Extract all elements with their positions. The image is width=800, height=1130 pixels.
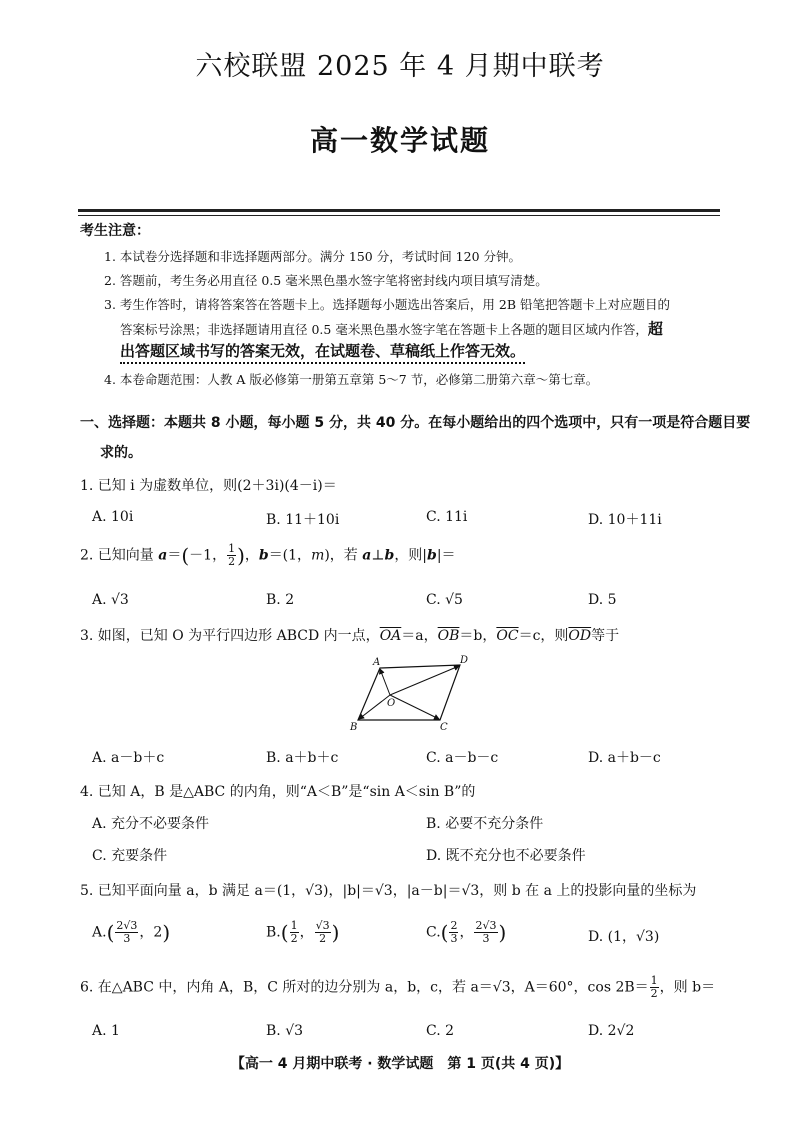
figure-label-b: B — [350, 722, 358, 733]
exam-title: 六校联盟 2025 年 4 月期中联考 — [195, 51, 605, 82]
vector-oc-arrow — [390, 695, 439, 719]
question-2-stem — [80, 543, 456, 568]
question-1-option-a: A. 10i — [92, 509, 134, 525]
question-4-option-d: D. 既不充分也不必要条件 — [426, 848, 586, 864]
q5-a-num: 2√3 — [116, 919, 138, 932]
q5-c-den2: 3 — [482, 932, 490, 945]
question-3-stem — [80, 625, 619, 645]
question-4-option-b: B. 必要不充分条件 — [426, 816, 544, 832]
notice-item-4: 4. 本卷命题范围：人教 A 版必修第一册第五章第 5～7 节，必修第二册第六章～第七章。 — [104, 372, 599, 387]
parallelogram-outline — [358, 665, 460, 720]
q5-b-label: B. — [266, 924, 281, 941]
page-footer: 【高一 4 月期中联考 · 数学试题 第 1 页(共 4 页)】 — [230, 1056, 570, 1072]
q5-a-den: 3 — [123, 932, 131, 945]
q2-post2: ，则| — [394, 547, 428, 564]
question-3-option-b: B. a＋b＋c — [266, 750, 339, 766]
question-5-option-d: D. (1，√3) — [588, 929, 660, 945]
q3-vector-oa: $\overline{OA}$ — [379, 628, 402, 644]
question-5-stem: 5. 已知平面向量 a，b 满足 a＝(1，√3)，|b|＝√3，|a－b|＝√3，则 b 在 a 上的投影向量的坐标为 — [80, 883, 697, 899]
figure-label-o: O — [387, 698, 396, 709]
q5-b-den2: 2 — [319, 932, 327, 945]
question-1-option-c: C. 11i — [426, 509, 468, 525]
q3-eq-c: ＝c，则 — [518, 628, 569, 644]
q2-vector-a-2: a — [362, 547, 372, 564]
notice-item-3-cont — [120, 318, 663, 339]
section-heading-line2: 求的。 — [100, 445, 142, 461]
q2-eq1: ＝ — [167, 547, 182, 564]
q5-b-frac1 — [290, 920, 299, 945]
q2-post3: |＝ — [436, 547, 456, 564]
q2-frac-den: 2 — [228, 555, 236, 568]
q3-pre: 3. 如图，已知 O 为平行四边形 ABCD 内一点， — [80, 628, 380, 644]
question-4-option-a: A. 充分不必要条件 — [92, 816, 210, 832]
q2-vector-b-3: b — [427, 547, 437, 564]
q5-b-num1: 1 — [290, 919, 298, 932]
q3-eq-a: ＝a， — [401, 628, 438, 644]
question-2-option-d: D. 5 — [588, 592, 617, 608]
q6-fraction — [650, 975, 659, 1000]
q5-a-tail: ，2 — [139, 924, 163, 941]
q2-eq2: ＝(1， — [268, 547, 312, 564]
question-5-option-a: A.( $\frac{2√3}{3}$ ，2) — [92, 919, 171, 945]
question-6-option-a: A. 1 — [92, 1023, 120, 1039]
q2-vector-b: b — [258, 547, 269, 564]
question-3-option-a: A. a－b＋c — [92, 750, 165, 766]
q5-a-frac — [115, 920, 138, 945]
q2-lparen: ( — [181, 543, 190, 568]
q5-c-den1: 3 — [450, 932, 458, 945]
question-3-option-c: C. a－b－c — [426, 750, 499, 766]
question-2-option-b: B. 2 — [266, 592, 295, 608]
question-1-stem: 1. 已知 i 为虚数单位，则(2＋3i)(4－i)＝ — [80, 478, 337, 494]
question-1-option-d: D. 10＋11i — [588, 512, 662, 528]
question-6-option-b: B. √3 — [266, 1023, 304, 1039]
q5-c-num1: 2 — [450, 919, 458, 932]
q5-b-frac2 — [315, 920, 331, 945]
q2-fraction — [227, 543, 236, 568]
q6-post: ，则 b＝ — [659, 979, 716, 996]
question-5-option-b: B.( $\frac{1}{2}$ ， $\frac{√3}{2}$ ) — [266, 919, 340, 945]
q3-eq-b: ＝b， — [459, 628, 497, 644]
section-heading-line1: 一、选择题：本题共 8 小题，每小题 5 分，共 40 分。在每小题给出的四个选项中，只有一项是符合题目要 — [80, 415, 751, 431]
figure-label-d: D — [460, 655, 469, 666]
q2-frac-num: 1 — [228, 542, 236, 555]
question-1-option-b: B. 11＋10i — [266, 512, 340, 528]
notice-item-2: 2. 答题前，考生务必用直径 0.5 毫米黑色墨水签字笔将密封线内项目填写清楚。 — [104, 273, 548, 288]
q2-post1: )，若 — [324, 547, 363, 564]
q5-c-num2: 2√3 — [475, 919, 497, 932]
q2-perp: ⊥ — [371, 547, 385, 564]
q2-rparen: ) — [237, 543, 245, 568]
q2-vector-b-2: b — [384, 547, 395, 564]
question-2-option-c: C. √5 — [426, 592, 463, 608]
q5-b-num2: √3 — [315, 919, 330, 932]
notice-item-1: 1. 本试卷分选择题和非选择题两部分。满分 150 分，考试时间 120 分钟。 — [104, 249, 522, 264]
q6-frac-den: 2 — [650, 987, 658, 1000]
question-4-option-c: C. 充要条件 — [92, 848, 168, 864]
notice-heading: 考生注意： — [80, 223, 150, 239]
vector-od-arrow — [390, 666, 459, 695]
q3-vector-od: $\overline{OD}$ — [568, 628, 592, 644]
divider-thin — [78, 215, 720, 216]
question-3-option-d: D. a＋b－c — [588, 750, 661, 766]
q5-c-frac2 — [474, 920, 497, 945]
figure-label-c: C — [440, 722, 448, 733]
q2-mid: ， — [244, 547, 259, 564]
q3-vector-oc: $\overline{OC}$ — [496, 628, 519, 644]
notice-item-3-bold: 超 — [647, 320, 663, 338]
notice-item-3-text: 答案标号涂黑；非选择题请用直径 0.5 毫米黑色墨水签字笔在答题卡上各题的题目区域内作答， — [120, 322, 648, 337]
question-6-option-d: D. 2√2 — [588, 1023, 635, 1039]
q5-a-label: A. — [92, 924, 107, 941]
q3-vector-ob: $\overline{OB}$ — [437, 628, 460, 644]
question-6-option-c: C. 2 — [426, 1023, 455, 1039]
q6-frac-num: 1 — [650, 974, 658, 987]
parallelogram-figure — [340, 655, 470, 735]
figure-label-a: A — [373, 657, 381, 668]
question-5-option-c: C.( $\frac{2}{3}$ ， $\frac{2√3}{3}$ ) — [426, 919, 507, 945]
q2-vector-a: a — [158, 547, 168, 564]
q5-b-den1: 2 — [290, 932, 298, 945]
divider-thick — [78, 209, 720, 212]
exam-subtitle: 高一数学试题 — [309, 124, 490, 157]
q5-c-label: C. — [426, 924, 441, 941]
q6-pre: 6. 在△ABC 中，内角 A，B，C 所对的边分别为 a，b，c，若 a＝√3，A＝60°，cos 2B＝ — [80, 979, 649, 996]
notice-emphasis-text: 出答题区域书写的答案无效，在试题卷、草稿纸上作答无效。 — [120, 342, 525, 364]
question-2-option-a: A. √3 — [92, 592, 129, 608]
q2-pre: 2. 已知向量 — [80, 547, 159, 564]
vector-oa-arrow — [380, 669, 390, 695]
notice-item-3: 3. 考生作答时，请将答案答在答题卡上。选择题每小题选出答案后，用 2B 铅笔把答题卡上对应题目的 — [104, 297, 670, 312]
question-6-stem — [80, 975, 715, 1000]
notice-item-3-emphasis — [120, 340, 525, 361]
q2-m1: －1， — [189, 547, 227, 564]
q5-c-frac1 — [449, 920, 458, 945]
q3-tail: 等于 — [591, 628, 620, 644]
question-4-stem: 4. 已知 A，B 是△ABC 的内角，则“A＜B”是“sin A＜sin B”的 — [80, 784, 476, 800]
q2-m: m — [311, 547, 325, 564]
